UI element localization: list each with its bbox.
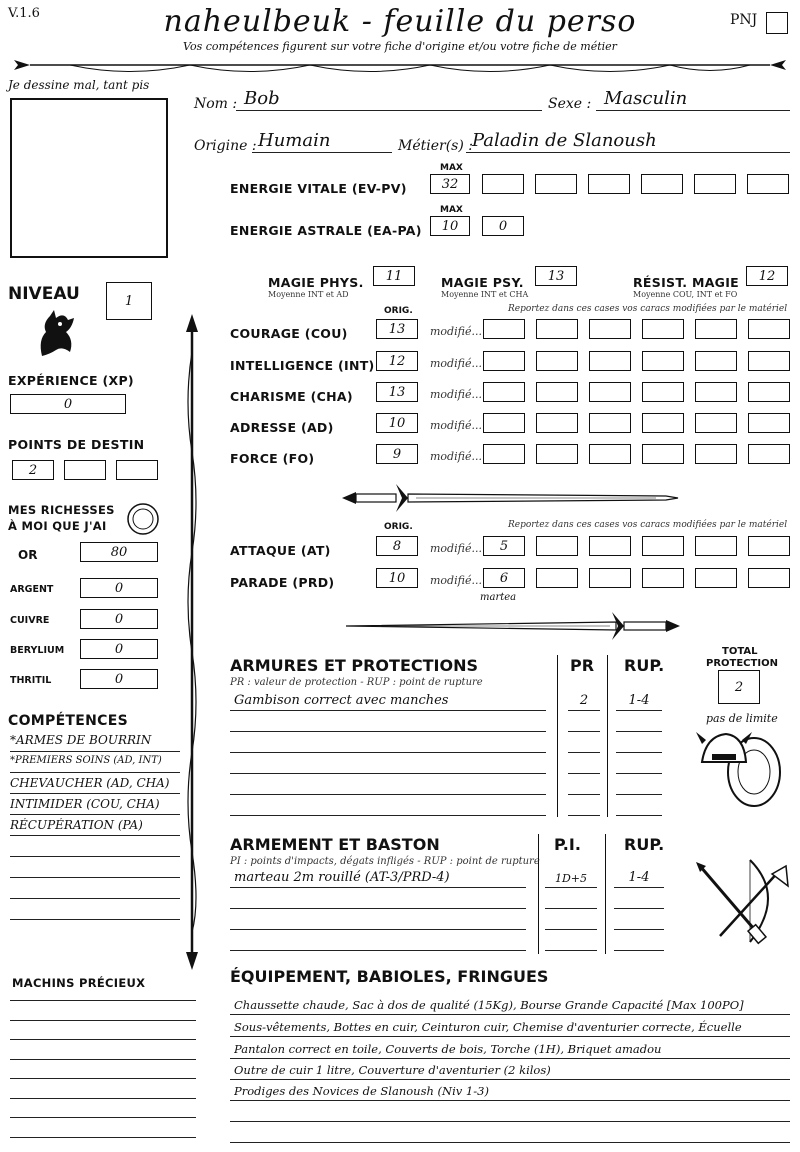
wealth-box-or-value: 80 xyxy=(110,544,128,560)
armures-title: ARMURES ET PROTECTIONS xyxy=(230,656,478,675)
ev-box-4[interactable] xyxy=(641,174,683,194)
equipement-item[interactable]: Prodiges des Novices de Slanoush (Niv 1-3) xyxy=(234,1084,489,1098)
armure-line xyxy=(230,752,546,753)
armement-line xyxy=(230,950,526,951)
armement-line xyxy=(230,929,526,930)
carac-mod-box[interactable] xyxy=(642,351,684,371)
equipement-line xyxy=(230,1079,790,1080)
competences-label: COMPÉTENCES xyxy=(8,713,128,729)
armure-rup-line xyxy=(616,815,662,816)
xp-label: EXPÉRIENCE (XP) xyxy=(8,373,134,388)
carac-modif-label: modifié... xyxy=(430,450,482,463)
magie-psy-label: MAGIE PSY. xyxy=(441,275,524,290)
carac-mod-box[interactable] xyxy=(589,351,631,371)
carac-orig-box[interactable] xyxy=(376,382,418,402)
combat-mod-box[interactable] xyxy=(695,536,737,556)
armement-pi-line xyxy=(545,908,597,909)
armement-rup-line xyxy=(614,929,664,930)
armure-pr-line xyxy=(568,794,600,795)
nom-value[interactable]: Bob xyxy=(244,88,280,109)
carac-mod-box[interactable] xyxy=(642,382,684,402)
ea-box-1[interactable]: 0 xyxy=(482,216,524,236)
armure-rup-line xyxy=(616,794,662,795)
armement-divider-1 xyxy=(538,834,539,954)
carac-orig-box[interactable] xyxy=(376,351,418,371)
combat-mod-box-value: 5 xyxy=(499,538,509,554)
carac-label: ADRESSE (AD) xyxy=(230,420,334,435)
combat-mod-box[interactable] xyxy=(589,536,631,556)
armures-note: PR : valeur de protection - RUP : point de rupture xyxy=(230,677,483,688)
destin-box-2[interactable] xyxy=(64,460,106,480)
armure-line xyxy=(230,794,546,795)
dragon-icon xyxy=(34,306,80,360)
carac-mod-box[interactable] xyxy=(695,382,737,402)
armure-line xyxy=(230,710,546,711)
limit-note: pas de limite xyxy=(706,712,778,725)
magie-psy-box[interactable]: 13 xyxy=(535,266,577,286)
equipement-title: ÉQUIPEMENT, BABIOLES, FRINGUES xyxy=(230,967,549,986)
carac-orig-box[interactable] xyxy=(376,444,418,464)
equipement-item[interactable]: Sous-vêtements, Bottes en cuir, Ceinturon cuir, Chemise d'aventurier correcte, Écuelle xyxy=(234,1020,742,1034)
machins-line xyxy=(10,1000,196,1001)
carac-modif-label: modifié... xyxy=(430,388,482,401)
metier-value[interactable]: Paladin de Slanoush xyxy=(472,130,657,151)
armement-pi-line xyxy=(545,929,597,930)
carac-orig-box-value: 10 xyxy=(388,415,406,431)
competence-line xyxy=(10,919,180,920)
ev-box-1[interactable] xyxy=(482,174,524,194)
machins-line xyxy=(10,1098,196,1099)
magie-phys-label: MAGIE PHYS. xyxy=(268,275,364,290)
combat-mod-box[interactable] xyxy=(748,536,790,556)
ea-max-box[interactable]: 10 xyxy=(430,216,470,236)
machins-line xyxy=(10,1117,196,1118)
carac-mod-box[interactable] xyxy=(536,382,578,402)
wealth-box-cuivre-value: 0 xyxy=(114,611,124,627)
machins-line xyxy=(10,1059,196,1060)
armement-line xyxy=(230,908,526,909)
armement-rup-line xyxy=(614,950,664,951)
armement-pi-label: P.I. xyxy=(554,835,581,854)
carac-orig-box[interactable] xyxy=(376,413,418,433)
combat-orig-box-value: 8 xyxy=(392,538,402,554)
sexe-value[interactable]: Masculin xyxy=(604,88,688,109)
combat-orig-box-value: 10 xyxy=(388,570,406,586)
combat-mod-box[interactable] xyxy=(483,568,525,588)
nom-label: Nom : xyxy=(194,96,238,112)
armure-rup-line xyxy=(616,710,662,711)
magie-phys-note: Moyenne INT et AD xyxy=(268,290,349,299)
combat-mod-box[interactable] xyxy=(536,536,578,556)
armure-rup-line xyxy=(616,752,662,753)
carac-mod-box[interactable] xyxy=(483,382,525,402)
carac-mod-box[interactable] xyxy=(748,319,790,339)
armure-rup-line xyxy=(616,731,662,732)
carac-orig-box-value: 12 xyxy=(388,353,406,369)
equipement-line xyxy=(230,1058,790,1059)
armement-pi-line xyxy=(545,887,597,888)
metier-label: Métier(s) : xyxy=(398,138,473,154)
equipement-item[interactable]: Pantalon correct en toile, Couverts de bois, Torche (1H), Briquet amadou xyxy=(234,1042,662,1056)
richesses-label-2: À MOI QUE J'AI xyxy=(8,519,107,533)
carac-orig-box[interactable] xyxy=(376,319,418,339)
machins-line xyxy=(10,1039,196,1040)
ea-max-label: MAX xyxy=(440,205,463,215)
carac-mod-box[interactable] xyxy=(589,444,631,464)
niveau-label: NIVEAU xyxy=(8,284,80,304)
carac-modif-label: modifié... xyxy=(430,325,482,338)
combat-label: PARADE (PRD) xyxy=(230,575,335,590)
carac-mod-box[interactable] xyxy=(695,319,737,339)
combat-orig-box[interactable] xyxy=(376,536,418,556)
armure-line xyxy=(230,773,546,774)
carac-mod-box[interactable] xyxy=(536,319,578,339)
competence-line xyxy=(10,835,180,836)
armure-line xyxy=(230,731,546,732)
portrait-caption: Je dessine mal, tant pis xyxy=(8,78,150,92)
ev-max-label: MAX xyxy=(440,163,463,173)
total-protection-label-2: PROTECTION xyxy=(706,658,778,669)
destin-box-1[interactable]: 2 xyxy=(12,460,54,480)
carac-mod-box[interactable] xyxy=(695,444,737,464)
xp-box[interactable]: 0 xyxy=(10,394,126,414)
carac-label: INTELLIGENCE (INT) xyxy=(230,358,375,373)
ev-box-5[interactable] xyxy=(694,174,736,194)
machins-line xyxy=(10,1137,196,1138)
combat-mod-note: martea xyxy=(480,592,517,603)
armure-pr-line xyxy=(568,752,600,753)
armement-pi[interactable]: 1D+5 xyxy=(554,872,588,885)
carac-modif-label: modifié... xyxy=(430,357,482,370)
origine-value[interactable]: Humain xyxy=(258,130,331,151)
wealth-label-argent: ARGENT xyxy=(10,584,54,595)
carac-mod-box[interactable] xyxy=(483,351,525,371)
version-label: V.1.6 xyxy=(8,6,40,21)
caracs-note: Reportez dans ces cases vos caracs modifiées par le matériel xyxy=(508,304,788,314)
portrait-box xyxy=(10,98,168,258)
competence-item[interactable]: *PREMIERS SOINS (AD, INT) xyxy=(10,755,162,766)
resist-magie-label: RÉSIST. MAGIE xyxy=(633,275,740,290)
carac-mod-box[interactable] xyxy=(483,319,525,339)
wealth-box-thritil-value: 0 xyxy=(114,671,124,687)
pnj-checkbox[interactable] xyxy=(766,12,788,34)
total-protection-box[interactable]: 2 xyxy=(718,670,760,704)
armement-pi-line xyxy=(545,950,597,951)
helmet-shield-icon xyxy=(696,726,786,810)
armure-pr-line xyxy=(568,773,600,774)
carac-mod-box[interactable] xyxy=(589,382,631,402)
armement-line xyxy=(230,887,526,888)
carac-orig-box-value: 13 xyxy=(388,321,406,337)
competence-line xyxy=(10,856,180,857)
wealth-label-berylium: BERYLIUM xyxy=(10,645,65,656)
carac-mod-box[interactable] xyxy=(536,351,578,371)
armure-line xyxy=(230,815,546,816)
sword-icon-2 xyxy=(336,608,682,644)
armure-name[interactable]: Gambison correct avec manches xyxy=(234,693,449,708)
ev-box-6[interactable] xyxy=(747,174,789,194)
armure-pr[interactable]: 2 xyxy=(579,693,589,708)
competence-item[interactable]: RÉCUPÉRATION (PA) xyxy=(10,818,143,832)
combat-mod-box[interactable] xyxy=(748,568,790,588)
armement-title: ARMEMENT ET BASTON xyxy=(230,835,440,854)
armure-pr-line xyxy=(568,710,600,711)
competence-item[interactable]: CHEVAUCHER (AD, CHA) xyxy=(10,776,170,790)
sexe-line xyxy=(596,110,790,111)
armement-divider-2 xyxy=(605,834,606,954)
wealth-label-cuivre: CUIVRE xyxy=(10,615,50,626)
caracs-orig-label: ORIG. xyxy=(384,306,413,316)
armement-name[interactable]: marteau 2m rouillé (AT-3/PRD-4) xyxy=(234,870,450,885)
wealth-box-thritil[interactable] xyxy=(80,669,158,689)
carac-mod-box[interactable] xyxy=(536,444,578,464)
weapons-icon xyxy=(690,856,790,948)
carac-mod-box[interactable] xyxy=(748,413,790,433)
destin-box-3[interactable] xyxy=(116,460,158,480)
armement-note: PI : points d'impacts, dégats infligés - RUP : point de rupture xyxy=(230,856,540,867)
carac-mod-box[interactable] xyxy=(748,351,790,371)
carac-mod-box[interactable] xyxy=(483,413,525,433)
carac-mod-box[interactable] xyxy=(642,319,684,339)
combat-mod-box-value: 6 xyxy=(499,570,509,586)
armures-divider-2 xyxy=(607,655,608,817)
armement-rup-line xyxy=(614,908,664,909)
sword-icon xyxy=(336,480,682,516)
equipement-item[interactable]: Chaussette chaude, Sac à dos de qualité (15Kg), Bourse Grande Capacité [Max 100PO] xyxy=(234,998,744,1012)
competence-line xyxy=(10,814,180,815)
spear-icon xyxy=(182,312,202,972)
machins-line xyxy=(10,1020,196,1021)
ev-label: ENERGIE VITALE (EV-PV) xyxy=(230,181,407,196)
competence-line xyxy=(10,751,180,752)
combat-mod-box[interactable] xyxy=(642,568,684,588)
armure-rup-line xyxy=(616,773,662,774)
equipement-line xyxy=(230,1100,790,1101)
nom-line xyxy=(236,110,542,111)
ev-box-3[interactable] xyxy=(588,174,630,194)
coin-icon xyxy=(126,502,160,536)
carac-label: COURAGE (COU) xyxy=(230,326,348,341)
armure-pr-line xyxy=(568,815,600,816)
armement-rup-line xyxy=(614,887,664,888)
combat-orig-box[interactable] xyxy=(376,568,418,588)
ea-label: ENERGIE ASTRALE (EA-PA) xyxy=(230,223,422,238)
wealth-box-berylium[interactable] xyxy=(80,639,158,659)
carac-mod-box[interactable] xyxy=(695,413,737,433)
carac-mod-box[interactable] xyxy=(748,382,790,402)
sexe-label: Sexe : xyxy=(548,96,592,112)
combat-mod-box[interactable] xyxy=(695,568,737,588)
equipement-line xyxy=(230,1142,790,1143)
armure-pr-line xyxy=(568,731,600,732)
equipement-line xyxy=(230,1036,790,1037)
carac-mod-box[interactable] xyxy=(642,444,684,464)
armures-rup-label: RUP. xyxy=(624,656,665,675)
combat-orig-label: ORIG. xyxy=(384,522,413,532)
ev-max-box[interactable]: 32 xyxy=(430,174,470,194)
combat-modif-label: modifié... xyxy=(430,542,482,555)
combat-mod-box[interactable] xyxy=(642,536,684,556)
combat-mod-box[interactable] xyxy=(589,568,631,588)
spear-divider-icon xyxy=(10,54,790,76)
magie-psy-note: Moyenne INT et CHA xyxy=(441,290,529,299)
carac-mod-box[interactable] xyxy=(589,319,631,339)
combat-mod-box[interactable] xyxy=(536,568,578,588)
wealth-label-or: OR xyxy=(18,548,38,562)
destin-label: POINTS DE DESTIN xyxy=(8,437,145,452)
equipement-line xyxy=(230,1121,790,1122)
armement-rup-label: RUP. xyxy=(624,835,665,854)
competence-item[interactable]: *ARMES DE BOURRIN xyxy=(10,733,152,747)
carac-mod-box[interactable] xyxy=(536,413,578,433)
page-subtitle: Vos compétences figurent sur votre fiche d'origine et/ou votre fiche de métier xyxy=(183,40,617,53)
combat-mod-box[interactable] xyxy=(483,536,525,556)
magie-phys-box[interactable]: 11 xyxy=(373,266,415,286)
carac-label: FORCE (FO) xyxy=(230,451,315,466)
wealth-box-argent-value: 0 xyxy=(114,580,124,596)
machins-line xyxy=(10,1078,196,1079)
carac-mod-box[interactable] xyxy=(483,444,525,464)
wealth-label-thritil: THRITIL xyxy=(10,675,52,686)
total-protection-label-1: TOTAL xyxy=(722,646,758,657)
carac-mod-box[interactable] xyxy=(642,413,684,433)
equipement-line xyxy=(230,1014,790,1015)
wealth-box-berylium-value: 0 xyxy=(114,641,124,657)
wealth-box-argent[interactable] xyxy=(80,578,158,598)
wealth-box-or[interactable] xyxy=(80,542,158,562)
armure-rup[interactable]: 1-4 xyxy=(628,693,650,708)
carac-orig-box-value: 13 xyxy=(388,384,406,400)
niveau-box[interactable]: 1 xyxy=(106,282,152,320)
metier-line xyxy=(466,152,790,153)
carac-label: CHARISME (CHA) xyxy=(230,389,353,404)
competence-line xyxy=(10,877,180,878)
carac-mod-box[interactable] xyxy=(748,444,790,464)
page-title: naheulbeuk - feuille du perso xyxy=(163,4,637,39)
competence-line xyxy=(10,772,180,773)
carac-orig-box-value: 9 xyxy=(392,446,402,462)
carac-mod-box[interactable] xyxy=(589,413,631,433)
resist-magie-note: Moyenne COU, INT et FO xyxy=(633,290,738,299)
combat-label: ATTAQUE (AT) xyxy=(230,543,331,558)
resist-magie-box[interactable]: 12 xyxy=(746,266,788,286)
competence-line xyxy=(10,793,180,794)
origine-line xyxy=(252,152,392,153)
carac-mod-box[interactable] xyxy=(695,351,737,371)
armures-divider-1 xyxy=(557,655,558,817)
armement-rup[interactable]: 1-4 xyxy=(628,870,650,885)
competence-item[interactable]: INTIMIDER (COU, CHA) xyxy=(10,797,160,811)
carac-modif-label: modifié... xyxy=(430,419,482,432)
wealth-box-cuivre[interactable] xyxy=(80,609,158,629)
ev-box-2[interactable] xyxy=(535,174,577,194)
machins-label: MACHINS PRÉCIEUX xyxy=(12,976,146,990)
armures-pr-label: PR xyxy=(570,656,595,675)
origine-label: Origine : xyxy=(194,138,257,154)
competence-line xyxy=(10,898,180,899)
richesses-label-1: MES RICHESSES xyxy=(8,503,115,517)
combat-note: Reportez dans ces cases vos caracs modifiées par le matériel xyxy=(508,520,788,530)
equipement-item[interactable]: Outre de cuir 1 litre, Couverture d'aventurier (2 kilos) xyxy=(234,1063,551,1077)
pnj-label: PNJ xyxy=(730,12,758,28)
combat-modif-label: modifié... xyxy=(430,574,482,587)
